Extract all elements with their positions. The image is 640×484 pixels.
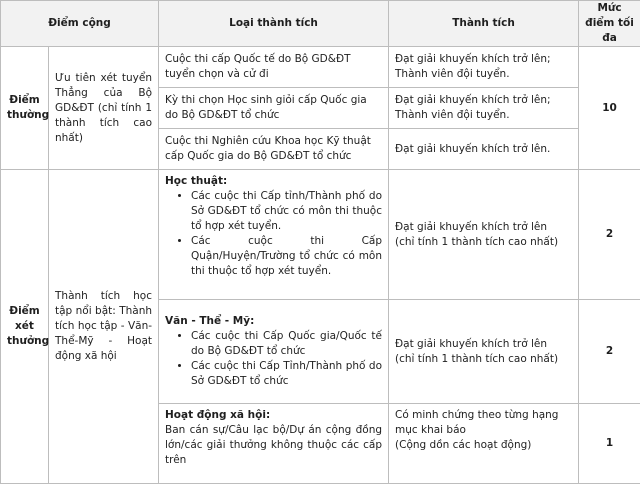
achievement-line: Thành viên đội tuyển. bbox=[395, 67, 572, 82]
header-achievement-type: Loại thành tích bbox=[159, 1, 389, 47]
achievement-cell bbox=[389, 88, 579, 129]
group-title: Học thuật: bbox=[165, 174, 382, 189]
group-arts-sports bbox=[159, 300, 389, 404]
group-academic bbox=[159, 170, 389, 300]
achievement-cell bbox=[389, 170, 579, 300]
category-consideration: Điểm xét thưởng bbox=[1, 170, 49, 484]
achievement-line: (chỉ tính 1 thành tích cao nhất) bbox=[395, 352, 572, 367]
category-regular: Điểm thường bbox=[1, 47, 49, 170]
group-social bbox=[159, 404, 389, 484]
achievement-line: Đạt giải khuyến khích trở lên; bbox=[395, 93, 572, 108]
achievement-line: Thành viên đội tuyển. bbox=[395, 108, 572, 123]
group-title: Văn - Thể - Mỹ: bbox=[165, 314, 382, 329]
achievement-line: Đạt giải khuyến khích trở lên. bbox=[395, 142, 572, 157]
header-bonus-points: Điểm cộng bbox=[1, 1, 159, 47]
max-score-arts-sports: 2 bbox=[579, 300, 640, 404]
max-score-social: 1 bbox=[579, 404, 640, 484]
achievement-type: Kỳ thi chọn Học sinh giỏi cấp Quốc gia do Bộ GD&ĐT tổ chức bbox=[159, 88, 389, 129]
achievement-line: Đạt giải khuyến khích trở lên; bbox=[395, 52, 572, 67]
max-score-regular: 10 bbox=[579, 47, 640, 170]
header-achievement: Thành tích bbox=[389, 1, 579, 47]
group-text: Ban cán sự/Câu lạc bộ/Dự án cộng đồng lớn/các giải thưởng không thuộc các cấp trên bbox=[165, 423, 382, 468]
list-item: • Các cuộc thi Cấp Tỉnh/Thành phố do Sở GD&ĐT tổ chức bbox=[191, 359, 382, 389]
header-max-score: Mức điểm tối đa bbox=[579, 1, 640, 47]
achievement-cell bbox=[389, 129, 579, 170]
regular-description: Ưu tiên xét tuyển Thẳng của Bộ GD&ĐT (chỉ tính 1 thành tích cao nhất) bbox=[49, 47, 159, 170]
achievement-line: Đạt giải khuyến khích trở lên bbox=[395, 220, 572, 235]
bullet-list bbox=[165, 189, 382, 279]
achievement-line: (chỉ tính 1 thành tích cao nhất) bbox=[395, 235, 572, 250]
achievement-line: Đạt giải khuyến khích trở lên bbox=[395, 337, 572, 352]
group-title: Hoạt động xã hội: bbox=[165, 408, 382, 423]
consideration-description: Thành tích học tập nổi bật: Thành tích học tập - Văn-Thể-Mỹ - Hoạt động xã hội bbox=[49, 170, 159, 484]
achievement-type: Cuộc thi cấp Quốc tế do Bộ GD&ĐT tuyển chọn và cử đi bbox=[159, 47, 389, 88]
achievement-line: (Cộng dồn các hoạt động) bbox=[395, 438, 572, 453]
list-item: • Các cuộc thi Cấp tỉnh/Thành phố do Sở GD&ĐT tổ chức có môn thi thuộc tổ hợp xét tuyển. bbox=[191, 189, 382, 234]
achievement-type: Cuộc thi Nghiên cứu Khoa học Kỹ thuật cấp Quốc gia do Bộ GD&ĐT tổ chức bbox=[159, 129, 389, 170]
table-header-row bbox=[1, 1, 640, 47]
table-row bbox=[1, 47, 640, 88]
achievement-line: Có minh chứng theo từng hạng mục khai báo bbox=[395, 408, 572, 438]
list-item: • Các cuộc thi Cấp Quốc gia/Quốc tế do Bộ GD&ĐT tổ chức bbox=[191, 329, 382, 359]
achievement-cell bbox=[389, 300, 579, 404]
max-score-academic: 2 bbox=[579, 170, 640, 300]
achievement-cell bbox=[389, 404, 579, 484]
list-item: • Các cuộc thi Cấp Quận/Huyện/Trường tổ chức có môn thi thuộc tổ hợp xét tuyển. bbox=[191, 234, 382, 279]
table-row bbox=[1, 170, 640, 300]
achievement-cell bbox=[389, 47, 579, 88]
bullet-list bbox=[165, 329, 382, 389]
